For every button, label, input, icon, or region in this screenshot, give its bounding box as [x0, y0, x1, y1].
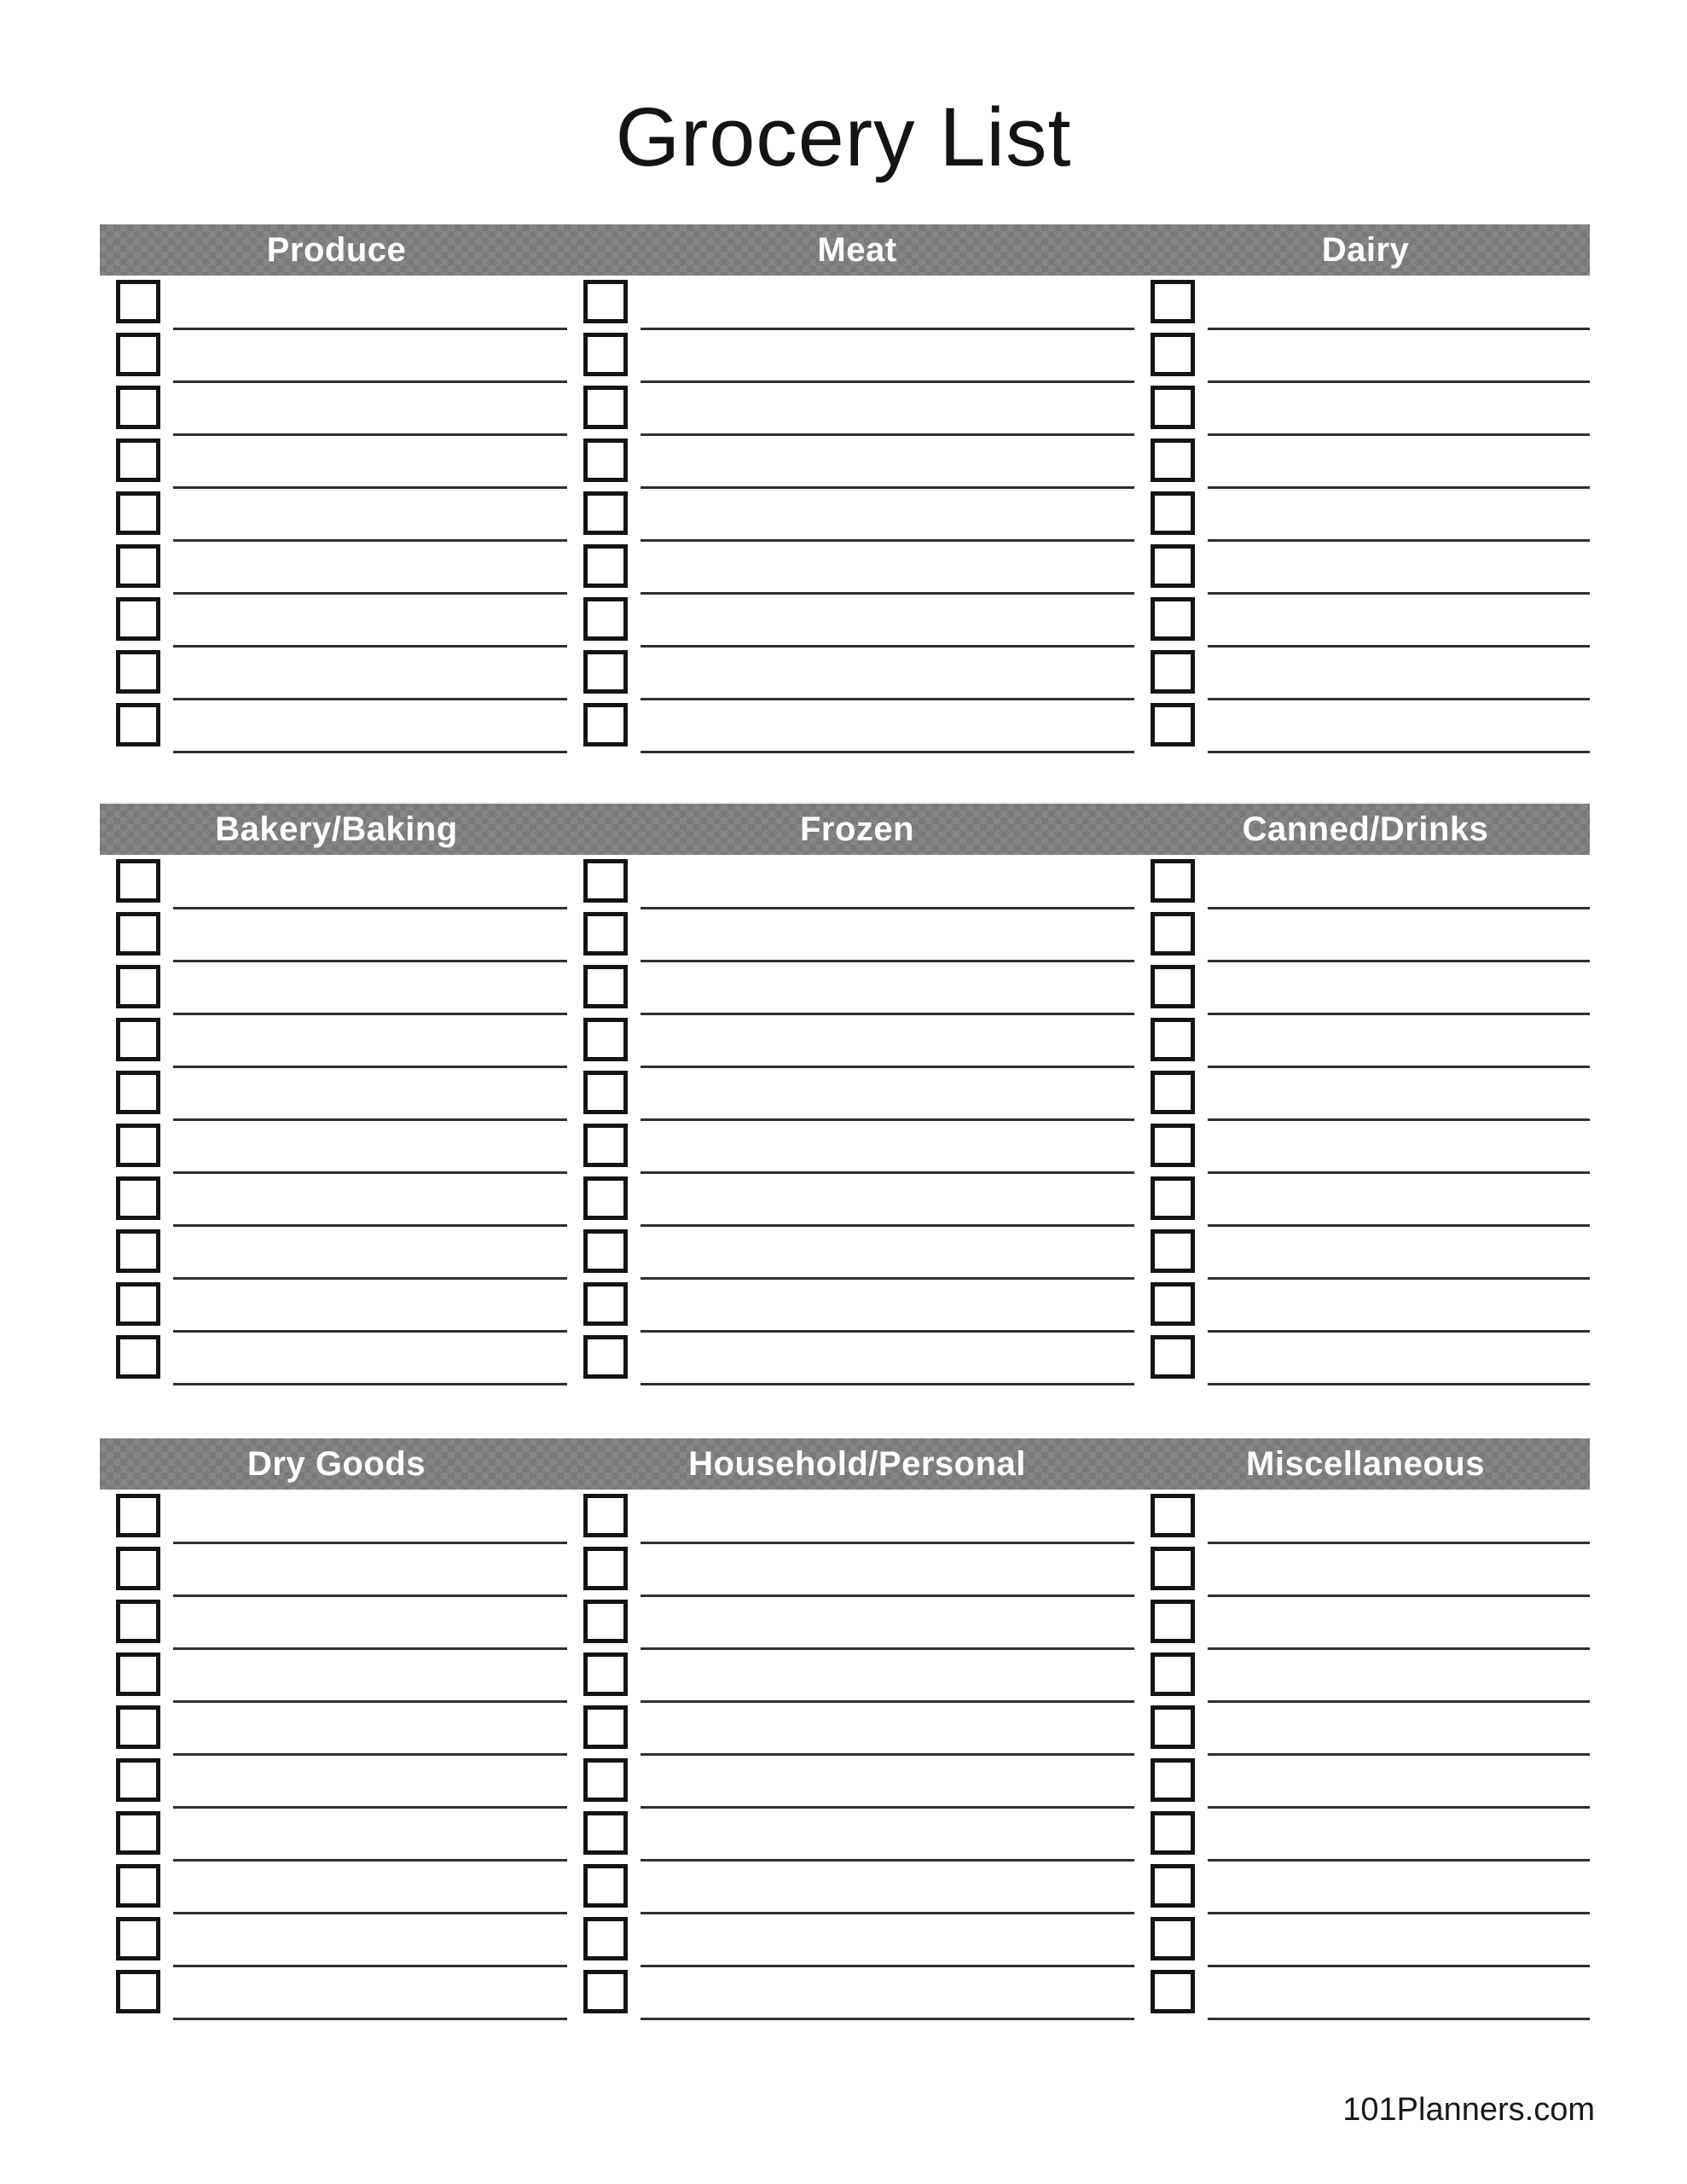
item-checkbox[interactable]	[1151, 1864, 1195, 1908]
item-line[interactable]	[173, 1330, 567, 1333]
item-checkbox[interactable]	[1151, 1494, 1195, 1537]
item-line[interactable]	[641, 539, 1134, 542]
checklist-row	[100, 1335, 573, 1388]
item-line[interactable]	[641, 380, 1134, 383]
checklist-row	[100, 1124, 573, 1176]
checklist-row	[100, 650, 573, 703]
item-checkbox[interactable]	[116, 1494, 160, 1537]
item-checkbox[interactable]	[1151, 544, 1195, 588]
checklist-column	[1141, 1494, 1590, 2023]
item-checkbox[interactable]	[1151, 912, 1195, 956]
checklist-row	[100, 1705, 573, 1758]
checklist-row	[573, 544, 1141, 597]
item-line[interactable]	[1208, 1542, 1590, 1544]
item-checkbox[interactable]	[1151, 597, 1195, 641]
item-checkbox[interactable]	[583, 1758, 628, 1802]
item-line[interactable]	[641, 486, 1134, 489]
checklist-row	[573, 333, 1141, 386]
item-checkbox[interactable]	[116, 491, 160, 535]
item-line[interactable]	[173, 1594, 567, 1597]
item-line[interactable]	[1208, 2018, 1590, 2020]
item-line[interactable]	[641, 698, 1134, 700]
checklist-row	[100, 544, 573, 597]
item-checkbox[interactable]	[1151, 1970, 1195, 2013]
checklist-row	[573, 386, 1141, 439]
item-line[interactable]	[1208, 1013, 1590, 1015]
item-line[interactable]	[173, 328, 567, 330]
checklist-column	[1141, 280, 1590, 756]
item-line[interactable]	[173, 1118, 567, 1121]
checklist-row	[573, 1970, 1141, 2023]
item-checkbox[interactable]	[116, 703, 160, 746]
item-line[interactable]	[641, 433, 1134, 436]
section-header-bar	[100, 1438, 1590, 1490]
column-header-frozen: Frozen	[799, 810, 915, 848]
item-checkbox[interactable]	[1151, 1547, 1195, 1590]
column-header-household-personal: Household/Personal	[688, 1444, 1026, 1483]
checklist-row	[100, 859, 573, 912]
item-line[interactable]	[173, 751, 567, 753]
section-rows	[100, 1490, 1590, 2023]
item-checkbox[interactable]	[116, 333, 160, 376]
column-header-produce: Produce	[266, 230, 407, 269]
item-checkbox[interactable]	[1151, 333, 1195, 376]
item-checkbox[interactable]	[583, 544, 628, 588]
item-checkbox[interactable]	[583, 1494, 628, 1537]
checklist-column	[573, 280, 1141, 756]
section-drygoods-household-misc	[100, 1438, 1590, 2023]
item-checkbox[interactable]	[116, 280, 160, 323]
item-line[interactable]	[641, 1330, 1134, 1333]
item-line[interactable]	[1208, 960, 1590, 962]
checklist-row	[1141, 703, 1590, 756]
item-checkbox[interactable]	[116, 912, 160, 956]
checklist-row	[1141, 1811, 1590, 1864]
checklist-row	[100, 1758, 573, 1811]
checklist-row	[100, 1071, 573, 1124]
checklist-row	[100, 439, 573, 491]
item-line[interactable]	[641, 1700, 1134, 1703]
item-line[interactable]	[1208, 1859, 1590, 1862]
item-line[interactable]	[1208, 1753, 1590, 1756]
item-checkbox[interactable]	[583, 1018, 628, 1061]
item-line[interactable]	[173, 1383, 567, 1385]
checklist-row	[100, 912, 573, 965]
item-line[interactable]	[1208, 433, 1590, 436]
item-line[interactable]	[1208, 1383, 1590, 1385]
column-header-miscellaneous: Miscellaneous	[1246, 1444, 1485, 1483]
item-checkbox[interactable]	[1151, 1071, 1195, 1114]
item-line[interactable]	[641, 2018, 1134, 2020]
item-checkbox[interactable]	[116, 1705, 160, 1749]
checklist-column	[1141, 859, 1590, 1388]
item-checkbox[interactable]	[1151, 1705, 1195, 1749]
section-header-bar	[100, 804, 1590, 855]
item-checkbox[interactable]	[583, 965, 628, 1008]
item-line[interactable]	[1208, 380, 1590, 383]
item-line[interactable]	[173, 592, 567, 595]
checklist-row	[573, 1176, 1141, 1229]
item-line[interactable]	[641, 1965, 1134, 1967]
checklist-row	[100, 333, 573, 386]
item-line[interactable]	[173, 960, 567, 962]
item-checkbox[interactable]	[116, 1282, 160, 1326]
checklist-column	[100, 859, 573, 1388]
item-checkbox[interactable]	[116, 1335, 160, 1379]
item-checkbox[interactable]	[1151, 1176, 1195, 1220]
checklist-column	[573, 1494, 1141, 2023]
checklist-row	[1141, 1018, 1590, 1071]
item-checkbox[interactable]	[116, 1600, 160, 1643]
item-checkbox[interactable]	[116, 439, 160, 482]
item-line[interactable]	[641, 1277, 1134, 1280]
checklist-row	[1141, 1176, 1590, 1229]
item-checkbox[interactable]	[1151, 1124, 1195, 1167]
checklist-row	[1141, 650, 1590, 703]
item-line[interactable]	[1208, 1806, 1590, 1809]
item-line[interactable]	[173, 1647, 567, 1650]
section-header-bar	[100, 224, 1590, 276]
item-checkbox[interactable]	[1151, 491, 1195, 535]
item-checkbox[interactable]	[583, 1653, 628, 1696]
item-line[interactable]	[173, 698, 567, 700]
checklist-row	[1141, 859, 1590, 912]
item-line[interactable]	[1208, 1277, 1590, 1280]
column-header-dry-goods: Dry Goods	[247, 1444, 426, 1483]
item-checkbox[interactable]	[583, 1335, 628, 1379]
item-line[interactable]	[641, 1383, 1134, 1385]
item-checkbox[interactable]	[583, 1071, 628, 1114]
item-checkbox[interactable]	[583, 491, 628, 535]
item-checkbox[interactable]	[583, 1124, 628, 1167]
checklist-row	[1141, 1758, 1590, 1811]
checklist-row	[573, 703, 1141, 756]
checklist-row	[573, 1705, 1141, 1758]
checklist-row	[100, 1653, 573, 1705]
item-checkbox[interactable]	[1151, 965, 1195, 1008]
checklist-row	[573, 280, 1141, 333]
item-checkbox[interactable]	[116, 1864, 160, 1908]
checklist-row	[100, 1018, 573, 1071]
item-checkbox[interactable]	[116, 1811, 160, 1855]
item-line[interactable]	[1208, 907, 1590, 909]
item-checkbox[interactable]	[116, 1970, 160, 2013]
checklist-row	[100, 1917, 573, 1970]
item-line[interactable]	[1208, 1118, 1590, 1121]
item-line[interactable]	[1208, 1330, 1590, 1333]
item-checkbox[interactable]	[583, 1970, 628, 2013]
item-line[interactable]	[173, 486, 567, 489]
item-line[interactable]	[1208, 592, 1590, 595]
checklist-row	[1141, 1335, 1590, 1388]
checklist-row	[573, 1811, 1141, 1864]
checklist-row	[100, 1547, 573, 1600]
item-line[interactable]	[173, 1912, 567, 1914]
checklist-row	[573, 912, 1141, 965]
item-line[interactable]	[641, 328, 1134, 330]
checklist-row	[573, 491, 1141, 544]
checklist-row	[1141, 1071, 1590, 1124]
item-checkbox[interactable]	[116, 1917, 160, 1960]
item-line[interactable]	[641, 1224, 1134, 1227]
item-checkbox[interactable]	[1151, 859, 1195, 903]
checklist-row	[1141, 544, 1590, 597]
item-line[interactable]	[641, 1806, 1134, 1809]
item-line[interactable]	[641, 1118, 1134, 1121]
checklist-row	[100, 1811, 573, 1864]
item-line[interactable]	[1208, 1171, 1590, 1174]
item-checkbox[interactable]	[116, 1071, 160, 1114]
item-line[interactable]	[1208, 1965, 1590, 1967]
item-line[interactable]	[641, 1594, 1134, 1597]
item-line[interactable]	[1208, 539, 1590, 542]
checklist-row	[100, 965, 573, 1018]
checklist-row	[100, 597, 573, 650]
item-checkbox[interactable]	[583, 859, 628, 903]
site-credit: 101Planners.com	[1342, 2092, 1595, 2128]
section-bakery-frozen-canned	[100, 804, 1590, 1388]
checklist-row	[100, 1229, 573, 1282]
checklist-row	[1141, 1600, 1590, 1653]
item-checkbox[interactable]	[583, 1282, 628, 1326]
item-checkbox[interactable]	[583, 703, 628, 746]
item-line[interactable]	[173, 433, 567, 436]
item-checkbox[interactable]	[1151, 1758, 1195, 1802]
item-checkbox[interactable]	[583, 1705, 628, 1749]
item-checkbox[interactable]	[583, 1811, 628, 1855]
item-line[interactable]	[641, 1542, 1134, 1544]
item-line[interactable]	[641, 1647, 1134, 1650]
item-checkbox[interactable]	[1151, 1600, 1195, 1643]
item-line[interactable]	[1208, 328, 1590, 330]
item-checkbox[interactable]	[1151, 280, 1195, 323]
item-checkbox[interactable]	[583, 1864, 628, 1908]
item-line[interactable]	[173, 1859, 567, 1862]
column-header-bakery-baking: Bakery/Baking	[215, 810, 458, 848]
item-checkbox[interactable]	[116, 650, 160, 694]
section-rows	[100, 855, 1590, 1388]
section-produce-meat-dairy	[100, 224, 1590, 756]
item-checkbox[interactable]	[583, 1600, 628, 1643]
item-checkbox[interactable]	[1151, 1018, 1195, 1061]
item-line[interactable]	[1208, 1912, 1590, 1914]
checklist-row	[100, 1600, 573, 1653]
checklist-row	[573, 650, 1141, 703]
checklist-row	[1141, 1229, 1590, 1282]
checklist-row	[1141, 386, 1590, 439]
item-line[interactable]	[1208, 1594, 1590, 1597]
item-line[interactable]	[173, 380, 567, 383]
item-checkbox[interactable]	[583, 280, 628, 323]
item-checkbox[interactable]	[583, 1547, 628, 1590]
checklist-row	[1141, 1124, 1590, 1176]
item-line[interactable]	[641, 1171, 1134, 1174]
item-line[interactable]	[173, 1224, 567, 1227]
checklist-row	[573, 1547, 1141, 1600]
item-checkbox[interactable]	[116, 1653, 160, 1696]
item-checkbox[interactable]	[1151, 650, 1195, 694]
item-checkbox[interactable]	[116, 1229, 160, 1273]
checklist-row	[573, 1071, 1141, 1124]
item-line[interactable]	[641, 960, 1134, 962]
checklist-row	[573, 1653, 1141, 1705]
item-line[interactable]	[173, 1542, 567, 1544]
item-checkbox[interactable]	[1151, 1335, 1195, 1379]
checklist-row	[100, 703, 573, 756]
item-line[interactable]	[173, 1700, 567, 1703]
checklist-row	[100, 386, 573, 439]
item-line[interactable]	[1208, 1700, 1590, 1703]
checklist-row	[1141, 280, 1590, 333]
item-checkbox[interactable]	[116, 965, 160, 1008]
checklist-column	[573, 859, 1141, 1388]
item-line[interactable]	[1208, 698, 1590, 700]
item-checkbox[interactable]	[583, 912, 628, 956]
item-line[interactable]	[641, 1912, 1134, 1914]
checklist-row	[1141, 491, 1590, 544]
item-checkbox[interactable]	[116, 386, 160, 429]
item-line[interactable]	[641, 907, 1134, 909]
item-line[interactable]	[641, 1753, 1134, 1756]
section-rows	[100, 276, 1590, 756]
item-checkbox[interactable]	[116, 1018, 160, 1061]
item-checkbox[interactable]	[583, 386, 628, 429]
checklist-row	[1141, 965, 1590, 1018]
item-line[interactable]	[641, 751, 1134, 753]
item-checkbox[interactable]	[583, 1176, 628, 1220]
item-checkbox[interactable]	[583, 597, 628, 641]
checklist-row	[1141, 912, 1590, 965]
checklist-row	[1141, 439, 1590, 491]
item-line[interactable]	[641, 1066, 1134, 1068]
checklist-row	[100, 280, 573, 333]
checklist-row	[100, 1864, 573, 1917]
item-checkbox[interactable]	[116, 597, 160, 641]
checklist-row	[573, 1335, 1141, 1388]
item-line[interactable]	[641, 645, 1134, 648]
checklist-row	[1141, 1705, 1590, 1758]
item-checkbox[interactable]	[1151, 386, 1195, 429]
item-line[interactable]	[173, 1277, 567, 1280]
item-checkbox[interactable]	[1151, 439, 1195, 482]
item-checkbox[interactable]	[1151, 1229, 1195, 1273]
checklist-row	[1141, 1970, 1590, 2023]
checklist-row	[573, 1018, 1141, 1071]
item-line[interactable]	[1208, 1066, 1590, 1068]
column-header-dairy: Dairy	[1321, 230, 1410, 269]
checklist-row	[573, 1864, 1141, 1917]
page-title: Grocery List	[615, 90, 1072, 183]
item-line[interactable]	[173, 539, 567, 542]
item-checkbox[interactable]	[1151, 703, 1195, 746]
checklist-row	[573, 439, 1141, 491]
item-line[interactable]	[1208, 486, 1590, 489]
checklist-row	[573, 1229, 1141, 1282]
checklist-row	[1141, 1864, 1590, 1917]
item-checkbox[interactable]	[583, 650, 628, 694]
checklist-row	[100, 1494, 573, 1547]
checklist-row	[573, 1917, 1141, 1970]
checklist-row	[573, 965, 1141, 1018]
item-line[interactable]	[173, 645, 567, 648]
item-line[interactable]	[1208, 751, 1590, 753]
item-checkbox[interactable]	[1151, 1811, 1195, 1855]
item-line[interactable]	[173, 1013, 567, 1015]
item-checkbox[interactable]	[1151, 1917, 1195, 1960]
item-line[interactable]	[641, 1013, 1134, 1015]
item-checkbox[interactable]	[116, 1547, 160, 1590]
item-checkbox[interactable]	[116, 1758, 160, 1802]
item-checkbox[interactable]	[116, 544, 160, 588]
checklist-row	[100, 491, 573, 544]
item-line[interactable]	[173, 1066, 567, 1068]
checklist-row	[100, 1176, 573, 1229]
item-checkbox[interactable]	[583, 333, 628, 376]
item-line[interactable]	[173, 1965, 567, 1967]
item-line[interactable]	[173, 1753, 567, 1756]
checklist-row	[573, 1282, 1141, 1335]
checklist-row	[1141, 1547, 1590, 1600]
item-line[interactable]	[173, 1171, 567, 1174]
checklist-row	[1141, 597, 1590, 650]
item-line[interactable]	[641, 1859, 1134, 1862]
item-checkbox[interactable]	[116, 1176, 160, 1220]
item-checkbox[interactable]	[583, 1917, 628, 1960]
item-checkbox[interactable]	[116, 1124, 160, 1167]
checklist-row	[1141, 1282, 1590, 1335]
item-line[interactable]	[173, 1806, 567, 1809]
checklist-row	[573, 597, 1141, 650]
item-line[interactable]	[1208, 1647, 1590, 1650]
column-header-meat: Meat	[817, 230, 897, 269]
item-checkbox[interactable]	[1151, 1653, 1195, 1696]
checklist-row	[100, 1282, 573, 1335]
checklist-row	[100, 1970, 573, 2023]
column-header-canned-drinks: Canned/Drinks	[1242, 810, 1489, 848]
checklist-row	[573, 1758, 1141, 1811]
checklist-row	[1141, 1494, 1590, 1547]
item-checkbox[interactable]	[116, 859, 160, 903]
item-checkbox[interactable]	[583, 439, 628, 482]
item-checkbox[interactable]	[583, 1229, 628, 1273]
checklist-row	[1141, 1653, 1590, 1705]
checklist-row	[573, 859, 1141, 912]
item-line[interactable]	[1208, 1224, 1590, 1227]
checklist-row	[573, 1600, 1141, 1653]
checklist-column	[100, 1494, 573, 2023]
checklist-row	[573, 1124, 1141, 1176]
item-line[interactable]	[173, 907, 567, 909]
item-line[interactable]	[173, 2018, 567, 2020]
checklist-column	[100, 280, 573, 756]
item-line[interactable]	[1208, 645, 1590, 648]
checklist-row	[1141, 333, 1590, 386]
checklist-row	[1141, 1917, 1590, 1970]
item-checkbox[interactable]	[1151, 1282, 1195, 1326]
item-line[interactable]	[641, 592, 1134, 595]
checklist-row	[573, 1494, 1141, 1547]
